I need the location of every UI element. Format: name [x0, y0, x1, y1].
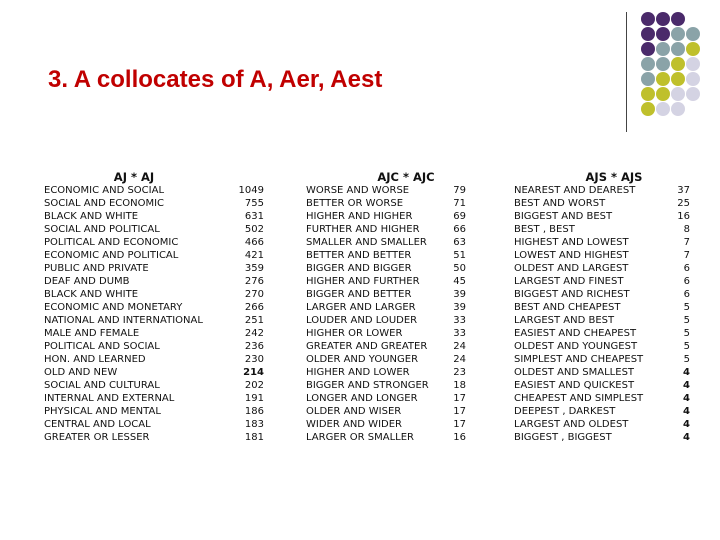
collocation-phrase: LARGEST AND BEST — [514, 315, 615, 326]
table-row — [44, 236, 269, 249]
table-row — [514, 184, 694, 197]
table-row — [514, 431, 694, 444]
collocation-phrase: WORSE AND WORSE — [306, 185, 410, 196]
table-row — [306, 236, 481, 249]
table-row — [306, 366, 481, 379]
table-row — [514, 223, 694, 236]
collocation-count: 18 — [453, 380, 466, 391]
collocation-count: 1049 — [238, 185, 264, 196]
table-row — [306, 392, 481, 405]
collocation-phrase: MALE AND FEMALE — [44, 328, 140, 339]
collocation-count: 502 — [244, 224, 264, 235]
collocation-count: 266 — [244, 302, 264, 313]
collocation-count: 4 — [683, 419, 690, 430]
collocation-phrase: LOWEST AND HIGHEST — [514, 250, 629, 261]
collocation-count: 421 — [244, 250, 264, 261]
collocation-phrase: OLDER AND YOUNGER — [306, 354, 419, 365]
decorative-dot — [656, 12, 670, 26]
collocation-count: 39 — [453, 289, 466, 300]
decorative-dot — [671, 102, 685, 116]
collocation-phrase: LARGEST AND FINEST — [514, 276, 624, 287]
table-row — [44, 210, 269, 223]
collocation-phrase: INTERNAL AND EXTERNAL — [44, 393, 175, 404]
table-row — [306, 379, 481, 392]
collocation-count: 33 — [453, 328, 466, 339]
decorative-dot — [656, 57, 670, 71]
table-row — [44, 314, 269, 327]
collocation-phrase: BEST AND WORST — [514, 198, 606, 209]
collocation-tables — [44, 170, 694, 445]
decorative-dot — [641, 57, 655, 71]
collocation-count: 5 — [683, 315, 690, 326]
collocation-count: 37 — [677, 185, 690, 196]
collocation-count: 270 — [244, 289, 264, 300]
table-row — [514, 340, 694, 353]
table-row — [514, 197, 694, 210]
table-row — [514, 314, 694, 327]
collocation-count: 71 — [453, 198, 466, 209]
collocation-phrase: POLITICAL AND SOCIAL — [44, 341, 160, 352]
table-row — [44, 353, 269, 366]
collocation-phrase: ECONOMIC AND POLITICAL — [44, 250, 179, 261]
collocation-phrase: NATIONAL AND INTERNATIONAL — [44, 315, 203, 326]
collocation-phrase: LARGEST AND OLDEST — [514, 419, 629, 430]
decorative-dot — [671, 42, 685, 56]
table-row — [44, 392, 269, 405]
decorative-dot — [641, 12, 655, 26]
collocation-count: 214 — [243, 367, 264, 378]
collocation-phrase: GREATER OR LESSER — [44, 432, 150, 443]
decorative-dot — [686, 42, 700, 56]
decorative-dot — [656, 27, 670, 41]
table-row — [514, 288, 694, 301]
collocation-phrase: OLDER AND WISER — [306, 406, 402, 417]
table-row — [44, 340, 269, 353]
table-row — [514, 275, 694, 288]
collocation-phrase: BIGGEST AND BEST — [514, 211, 613, 222]
collocation-phrase: DEAF AND DUMB — [44, 276, 130, 287]
decorative-dot — [686, 57, 700, 71]
decorative-dot — [656, 42, 670, 56]
table-row — [44, 379, 269, 392]
collocation-phrase: SIMPLEST AND CHEAPEST — [514, 354, 644, 365]
collocation-phrase: GREATER AND GREATER — [306, 341, 428, 352]
collocation-count: 24 — [453, 341, 466, 352]
collocation-count: 17 — [453, 419, 466, 430]
collocation-phrase: ECONOMIC AND MONETARY — [44, 302, 183, 313]
decorative-dot — [641, 42, 655, 56]
collocation-phrase: BIGGER AND STRONGER — [306, 380, 429, 391]
table-row — [44, 405, 269, 418]
table-row — [514, 210, 694, 223]
collocation-phrase: PHYSICAL AND MENTAL — [44, 406, 161, 417]
collocation-phrase: BIGGER AND BETTER — [306, 289, 412, 300]
collocation-phrase: PUBLIC AND PRIVATE — [44, 263, 149, 274]
decorative-dot — [671, 87, 685, 101]
collocation-count: 242 — [244, 328, 264, 339]
table-row — [44, 418, 269, 431]
collocation-phrase: ECONOMIC AND SOCIAL — [44, 185, 165, 196]
collocation-count: 230 — [244, 354, 264, 365]
table-row — [306, 314, 481, 327]
collocation-count: 4 — [683, 367, 690, 378]
collocation-count: 39 — [453, 302, 466, 313]
decorative-dot — [656, 87, 670, 101]
collocation-phrase: BEST , BEST — [514, 224, 575, 235]
collocation-phrase: LARGER OR SMALLER — [306, 432, 415, 443]
collocation-phrase: BLACK AND WHITE — [44, 211, 139, 222]
collocation-phrase: BIGGEST AND RICHEST — [514, 289, 630, 300]
collocation-count: 50 — [453, 263, 466, 274]
collocation-phrase: CENTRAL AND LOCAL — [44, 419, 151, 430]
table-row — [514, 379, 694, 392]
collocation-phrase: CHEAPEST AND SIMPLEST — [514, 393, 644, 404]
table-header: AJC * AJC — [377, 170, 435, 184]
table-row — [306, 275, 481, 288]
collocation-phrase: WIDER AND WIDER — [306, 419, 402, 430]
collocation-phrase: BIGGEST , BIGGEST — [514, 432, 612, 443]
collocation-phrase: OLDEST AND YOUNGEST — [514, 341, 638, 352]
collocation-count: 4 — [683, 432, 690, 443]
table-row — [306, 210, 481, 223]
decorative-dot — [656, 72, 670, 86]
slide-title: 3. A collocates of A, Aer, Aest — [48, 66, 383, 93]
collocation-count: 17 — [453, 393, 466, 404]
table-row — [44, 249, 269, 262]
collocation-count: 251 — [244, 315, 264, 326]
collocation-phrase: EASIEST AND CHEAPEST — [514, 328, 637, 339]
collocation-count: 5 — [683, 341, 690, 352]
collocation-phrase: LONGER AND LONGER — [306, 393, 418, 404]
decorative-dot — [671, 27, 685, 41]
collocation-count: 4 — [683, 393, 690, 404]
table-header: AJ * AJ — [113, 170, 155, 184]
collocation-count: 631 — [244, 211, 264, 222]
collocation-phrase: SOCIAL AND CULTURAL — [44, 380, 160, 391]
decorative-dot — [686, 87, 700, 101]
collocation-phrase: FURTHER AND HIGHER — [306, 224, 420, 235]
collocation-count: 66 — [453, 224, 466, 235]
table-row — [306, 405, 481, 418]
collocation-count: 33 — [453, 315, 466, 326]
collocation-phrase: HIGHEST AND LOWEST — [514, 237, 629, 248]
collocation-phrase: LOUDER AND LOUDER — [306, 315, 418, 326]
decorative-dot — [686, 27, 700, 41]
collocation-count: 5 — [683, 302, 690, 313]
collocation-count: 466 — [244, 237, 264, 248]
table-row — [44, 288, 269, 301]
table-row — [514, 392, 694, 405]
table-row — [306, 353, 481, 366]
table-row — [514, 262, 694, 275]
table-row — [514, 327, 694, 340]
table-row — [514, 366, 694, 379]
collocation-phrase: HON. AND LEARNED — [44, 354, 146, 365]
collocation-count: 8 — [683, 224, 690, 235]
collocation-phrase: BLACK AND WHITE — [44, 289, 139, 300]
table-header: AJS * AJS — [585, 170, 643, 184]
table-row — [514, 236, 694, 249]
table-row — [44, 184, 269, 197]
collocation-phrase: HIGHER AND LOWER — [306, 367, 410, 378]
collocation-count: 7 — [683, 250, 690, 261]
collocation-phrase: POLITICAL AND ECONOMIC — [44, 237, 179, 248]
collocation-phrase: BIGGER AND BIGGER — [306, 263, 412, 274]
table-row — [44, 327, 269, 340]
collocation-phrase: HIGHER AND FURTHER — [306, 276, 420, 287]
collocation-phrase: LARGER AND LARGER — [306, 302, 416, 313]
table-row — [306, 288, 481, 301]
table-row — [306, 431, 481, 444]
decorative-dot — [686, 72, 700, 86]
collocation-phrase: SOCIAL AND ECONOMIC — [44, 198, 165, 209]
table-row — [514, 405, 694, 418]
decorative-divider-line — [626, 12, 627, 132]
collocation-count: 181 — [244, 432, 264, 443]
table-row — [306, 223, 481, 236]
collocation-phrase: DEEPEST , DARKEST — [514, 406, 616, 417]
collocation-phrase: BETTER AND BETTER — [306, 250, 412, 261]
collocation-count: 45 — [453, 276, 466, 287]
decorative-dot — [641, 72, 655, 86]
collocation-phrase: SOCIAL AND POLITICAL — [44, 224, 160, 235]
collocation-phrase: HIGHER OR LOWER — [306, 328, 403, 339]
collocation-phrase: HIGHER AND HIGHER — [306, 211, 413, 222]
collocation-count: 24 — [453, 354, 466, 365]
collocation-count: 7 — [683, 237, 690, 248]
table-row — [306, 301, 481, 314]
collocation-count: 16 — [677, 211, 690, 222]
collocation-count: 755 — [244, 198, 264, 209]
collocation-phrase: OLD AND NEW — [44, 367, 118, 378]
table-row — [306, 197, 481, 210]
collocation-count: 5 — [683, 328, 690, 339]
decorative-dot — [671, 72, 685, 86]
table-row — [306, 327, 481, 340]
table-row — [306, 418, 481, 431]
collocation-count: 69 — [453, 211, 466, 222]
collocation-count: 16 — [453, 432, 466, 443]
collocation-phrase: OLDEST AND LARGEST — [514, 263, 629, 274]
collocation-count: 6 — [683, 289, 690, 300]
table-row — [44, 197, 269, 210]
collocation-phrase: BEST AND CHEAPEST — [514, 302, 621, 313]
table-row — [44, 431, 269, 444]
table-row — [44, 223, 269, 236]
table-row — [44, 275, 269, 288]
table-row — [44, 262, 269, 275]
decorative-dot — [641, 87, 655, 101]
table-row — [306, 262, 481, 275]
collocation-count: 4 — [683, 406, 690, 417]
collocation-count: 359 — [244, 263, 264, 274]
collocation-phrase: EASIEST AND QUICKEST — [514, 380, 635, 391]
collocation-count: 23 — [453, 367, 466, 378]
collocation-count: 6 — [683, 263, 690, 274]
collocation-count: 6 — [683, 276, 690, 287]
collocation-phrase: SMALLER AND SMALLER — [306, 237, 427, 248]
table-row — [306, 184, 481, 197]
table-row — [306, 249, 481, 262]
collocation-count: 191 — [244, 393, 264, 404]
decorative-dot — [671, 12, 685, 26]
table-row — [514, 249, 694, 262]
table-row — [44, 301, 269, 314]
table-row — [514, 301, 694, 314]
decorative-dot — [641, 102, 655, 116]
collocation-count: 5 — [683, 354, 690, 365]
collocation-count: 236 — [244, 341, 264, 352]
collocation-count: 202 — [244, 380, 264, 391]
collocation-phrase: BETTER OR WORSE — [306, 198, 404, 209]
decorative-dot — [656, 102, 670, 116]
table-row — [514, 418, 694, 431]
collocation-count: 63 — [453, 237, 466, 248]
table-row — [44, 366, 269, 379]
collocation-count: 276 — [244, 276, 264, 287]
collocation-count: 183 — [244, 419, 264, 430]
collocation-count: 79 — [453, 185, 466, 196]
decorative-dot — [671, 57, 685, 71]
collocation-count: 17 — [453, 406, 466, 417]
collocation-count: 186 — [244, 406, 264, 417]
decorative-dot — [641, 27, 655, 41]
collocation-count: 4 — [683, 380, 690, 391]
table-row — [306, 340, 481, 353]
table-row — [514, 353, 694, 366]
collocation-phrase: NEAREST AND DEAREST — [514, 185, 636, 196]
collocation-count: 51 — [453, 250, 466, 261]
collocation-count: 25 — [677, 198, 690, 209]
collocation-phrase: OLDEST AND SMALLEST — [514, 367, 635, 378]
